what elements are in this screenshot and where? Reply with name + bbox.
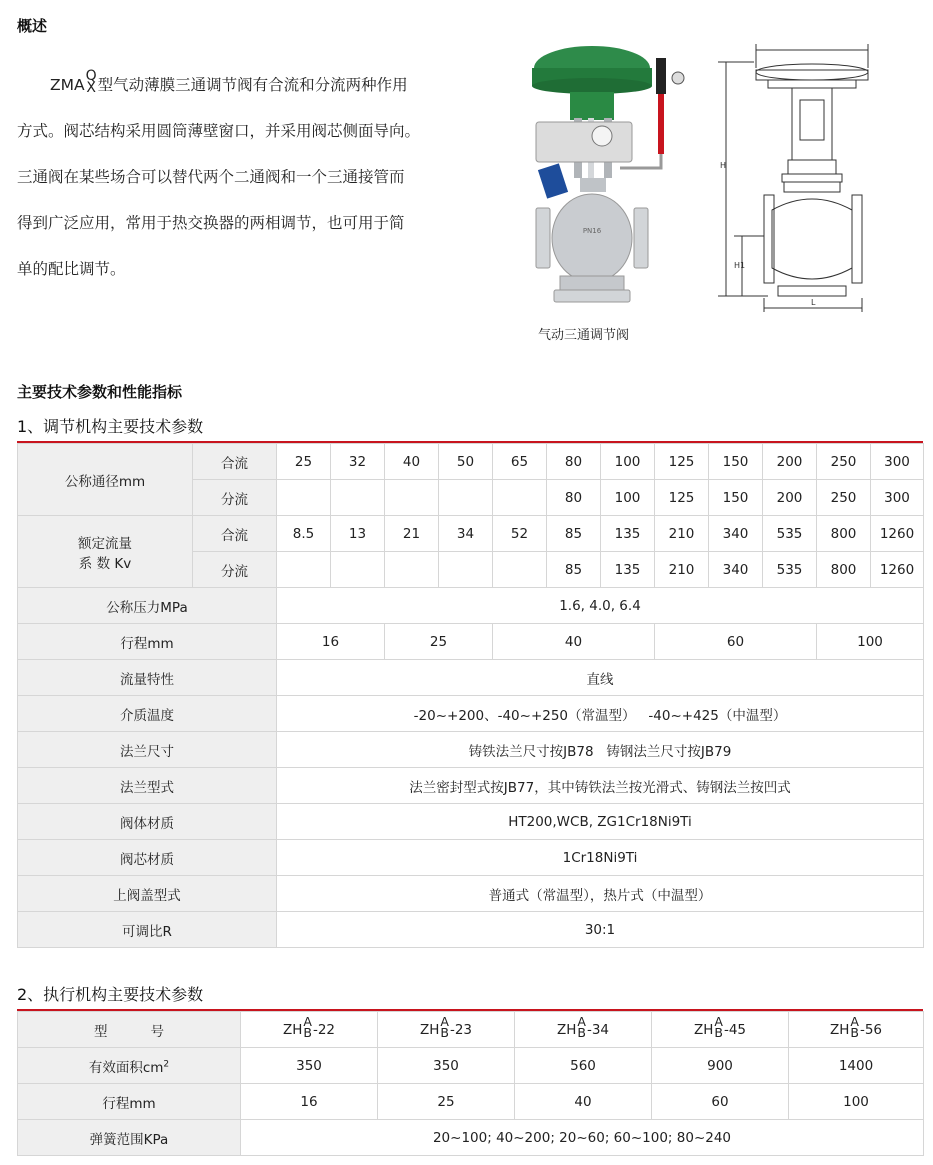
table-cell: 1400 bbox=[789, 1048, 924, 1084]
table-cell bbox=[493, 552, 547, 588]
table-cell: 25 bbox=[277, 444, 331, 480]
table-cell: 200 bbox=[763, 444, 817, 480]
table-cell: 1260 bbox=[871, 516, 924, 552]
flow-label: 流量特性 bbox=[18, 660, 277, 696]
actuator-model: ZH A B -22 bbox=[241, 1012, 378, 1048]
table-cell: 100 bbox=[789, 1084, 924, 1120]
table-cell: 300 bbox=[871, 480, 924, 516]
table-cell: 32 bbox=[331, 444, 385, 480]
table-cell: 125 bbox=[655, 444, 709, 480]
positioner bbox=[536, 122, 632, 162]
table-cell bbox=[385, 552, 439, 588]
table-row bbox=[18, 876, 924, 912]
table-cell: 900 bbox=[652, 1048, 789, 1084]
table-cell: 340 bbox=[709, 552, 763, 588]
kv-label-line-1: 额定流量 bbox=[78, 535, 132, 552]
stroke-value: 40 bbox=[493, 624, 655, 660]
table-row bbox=[18, 1084, 924, 1120]
ratio-label: 可调比R bbox=[18, 912, 277, 948]
table-cell: 25 bbox=[378, 1084, 515, 1120]
temp-label: 介质温度 bbox=[18, 696, 277, 732]
section2-title: 2、执行机构主要技术参数 bbox=[17, 985, 204, 1004]
table-cell: 560 bbox=[515, 1048, 652, 1084]
table-cell bbox=[277, 480, 331, 516]
actuator-stroke-label: 行程mm bbox=[18, 1084, 241, 1120]
pressure-value: 1.6, 4.0, 6.4 bbox=[277, 588, 924, 624]
kv-label bbox=[18, 516, 193, 588]
table-row bbox=[18, 732, 924, 768]
body-material-label: 阀体材质 bbox=[18, 804, 277, 840]
table-cell: 125 bbox=[655, 480, 709, 516]
overview-line-5: 单的配比调节。 bbox=[17, 260, 126, 278]
table-cell: 210 bbox=[655, 552, 709, 588]
overview-line-2: 方式。阀芯结构采用圆筒薄壁窗口，并采用阀芯侧面导向。 bbox=[17, 122, 421, 140]
table-row bbox=[18, 1012, 924, 1048]
core-material-value: 1Cr18Ni9Ti bbox=[277, 840, 924, 876]
dn-label: 公称通径mm bbox=[18, 444, 193, 516]
table-cell: 80 bbox=[547, 444, 601, 480]
temp-value: -20~+200、-40~+250（常温型） -40~+425（中温型） bbox=[277, 696, 924, 732]
bonnet-label: 上阀盖型式 bbox=[18, 876, 277, 912]
spring-value: 20~100; 40~200; 20~60; 60~100; 80~240 bbox=[241, 1120, 924, 1156]
overview-heading: 概述 bbox=[17, 17, 48, 35]
valve-spec-table bbox=[17, 443, 924, 948]
table-cell: 135 bbox=[601, 516, 655, 552]
overview-line-3: 三通阀在某些场合可以替代两个二通阀和一个三通接管而 bbox=[17, 168, 405, 186]
table-cell: 60 bbox=[652, 1084, 789, 1120]
table-row bbox=[18, 840, 924, 876]
model-stack bbox=[85, 67, 97, 96]
table-cell: 800 bbox=[817, 552, 871, 588]
table-cell bbox=[331, 480, 385, 516]
table-cell: 100 bbox=[601, 480, 655, 516]
table-cell: 250 bbox=[817, 444, 871, 480]
table-row bbox=[18, 804, 924, 840]
merge-label: 合流 bbox=[193, 516, 277, 552]
flange-type-label: 法兰型式 bbox=[18, 768, 277, 804]
table-cell: 100 bbox=[601, 444, 655, 480]
overview-paragraph bbox=[17, 62, 497, 292]
table-cell: 40 bbox=[515, 1084, 652, 1120]
photo-caption: 气动三通调节阀 bbox=[538, 328, 630, 343]
model-bottom: X bbox=[86, 79, 96, 96]
flow-value: 直线 bbox=[277, 660, 924, 696]
table-cell: 800 bbox=[817, 516, 871, 552]
table-cell: 340 bbox=[709, 516, 763, 552]
split-label: 分流 bbox=[193, 552, 277, 588]
table-cell: 8.5 bbox=[277, 516, 331, 552]
dimension-drawing bbox=[708, 40, 878, 315]
table-cell: 40 bbox=[385, 444, 439, 480]
flange-type-value: 法兰密封型式按JB77，其中铸铁法兰按光滑式、铸钢法兰按凹式 bbox=[277, 768, 924, 804]
stroke-value: 16 bbox=[277, 624, 385, 660]
table-cell: 210 bbox=[655, 516, 709, 552]
pressure-label: 公称压力MPa bbox=[18, 588, 277, 624]
stroke-value: 100 bbox=[817, 624, 924, 660]
stroke-value: 25 bbox=[385, 624, 493, 660]
table-cell: 80 bbox=[547, 480, 601, 516]
table-cell: 16 bbox=[241, 1084, 378, 1120]
model-prefix: ZMA bbox=[50, 76, 85, 94]
dim-l: L bbox=[811, 298, 816, 307]
table-cell: 150 bbox=[709, 480, 763, 516]
table-cell: 13 bbox=[331, 516, 385, 552]
table-cell: 65 bbox=[493, 444, 547, 480]
ratio-value: 30:1 bbox=[277, 912, 924, 948]
model-top: Q bbox=[85, 67, 97, 84]
core-material-label: 阀芯材质 bbox=[18, 840, 277, 876]
table-cell: 85 bbox=[547, 516, 601, 552]
table-cell: 21 bbox=[385, 516, 439, 552]
table-cell: 250 bbox=[817, 480, 871, 516]
table-cell: 50 bbox=[439, 444, 493, 480]
line1-rest: 型气动薄膜三通调节阀有合流和分流两种作用 bbox=[97, 76, 408, 94]
table-row bbox=[18, 660, 924, 696]
table-cell: 350 bbox=[241, 1048, 378, 1084]
table-row bbox=[18, 624, 924, 660]
actuator-model: ZH A B -45 bbox=[652, 1012, 789, 1048]
split-label: 分流 bbox=[193, 480, 277, 516]
table-cell: 535 bbox=[763, 516, 817, 552]
bonnet-value: 普通式（常温型），热片式（中温型） bbox=[277, 876, 924, 912]
table-cell: 135 bbox=[601, 552, 655, 588]
stroke-value: 60 bbox=[655, 624, 817, 660]
table-cell: 34 bbox=[439, 516, 493, 552]
valve-body bbox=[552, 194, 632, 282]
table-row bbox=[18, 696, 924, 732]
flange-size-value: 铸铁法兰尺寸按JB78 铸钢法兰尺寸按JB79 bbox=[277, 732, 924, 768]
table-cell: 1260 bbox=[871, 552, 924, 588]
dim-h: H bbox=[720, 161, 727, 170]
actuator-spec-table bbox=[17, 1011, 924, 1156]
table-cell bbox=[385, 480, 439, 516]
table-cell: 535 bbox=[763, 552, 817, 588]
table-cell bbox=[439, 480, 493, 516]
stroke-label: 行程mm bbox=[18, 624, 277, 660]
table-row bbox=[18, 912, 924, 948]
table-row bbox=[18, 588, 924, 624]
table-cell: 52 bbox=[493, 516, 547, 552]
actuator-model: ZH A B -56 bbox=[789, 1012, 924, 1048]
table-row bbox=[18, 444, 924, 480]
table-cell bbox=[439, 552, 493, 588]
table-row bbox=[18, 516, 924, 552]
model-label: 型 号 bbox=[18, 1012, 241, 1048]
filter-regulator bbox=[656, 58, 666, 94]
table-cell: 300 bbox=[871, 444, 924, 480]
table-row bbox=[18, 1120, 924, 1156]
specs-heading: 主要技术参数和性能指标 bbox=[17, 383, 183, 401]
section1-title: 1、调节机构主要技术参数 bbox=[17, 417, 204, 436]
flange-size-label: 法兰尺寸 bbox=[18, 732, 277, 768]
dim-h1: H1 bbox=[734, 261, 746, 270]
table-cell: 200 bbox=[763, 480, 817, 516]
table-cell: 85 bbox=[547, 552, 601, 588]
overview-line-1 bbox=[17, 62, 497, 108]
actuator-model: ZH A B -34 bbox=[515, 1012, 652, 1048]
table-cell: 350 bbox=[378, 1048, 515, 1084]
table-cell: 150 bbox=[709, 444, 763, 480]
table-cell bbox=[331, 552, 385, 588]
valve-photo bbox=[510, 38, 690, 310]
body-material-value: HT200,WCB, ZG1Cr18Ni9Ti bbox=[277, 804, 924, 840]
actuator-model: ZH A B -23 bbox=[378, 1012, 515, 1048]
spring-label: 弹簧范围KPa bbox=[18, 1120, 241, 1156]
merge-label: 合流 bbox=[193, 444, 277, 480]
table-row bbox=[18, 768, 924, 804]
svg-text:PN16: PN16 bbox=[582, 227, 602, 235]
area-label: 有效面积$cm^2$ bbox=[18, 1048, 241, 1084]
table-row bbox=[18, 1048, 924, 1084]
overview-line-4: 得到广泛应用，常用于热交换器的两相调节，也可用于简 bbox=[17, 214, 405, 232]
table-cell bbox=[493, 480, 547, 516]
table-cell bbox=[277, 552, 331, 588]
kv-label-line-2: 系 数 Kv bbox=[78, 555, 132, 572]
